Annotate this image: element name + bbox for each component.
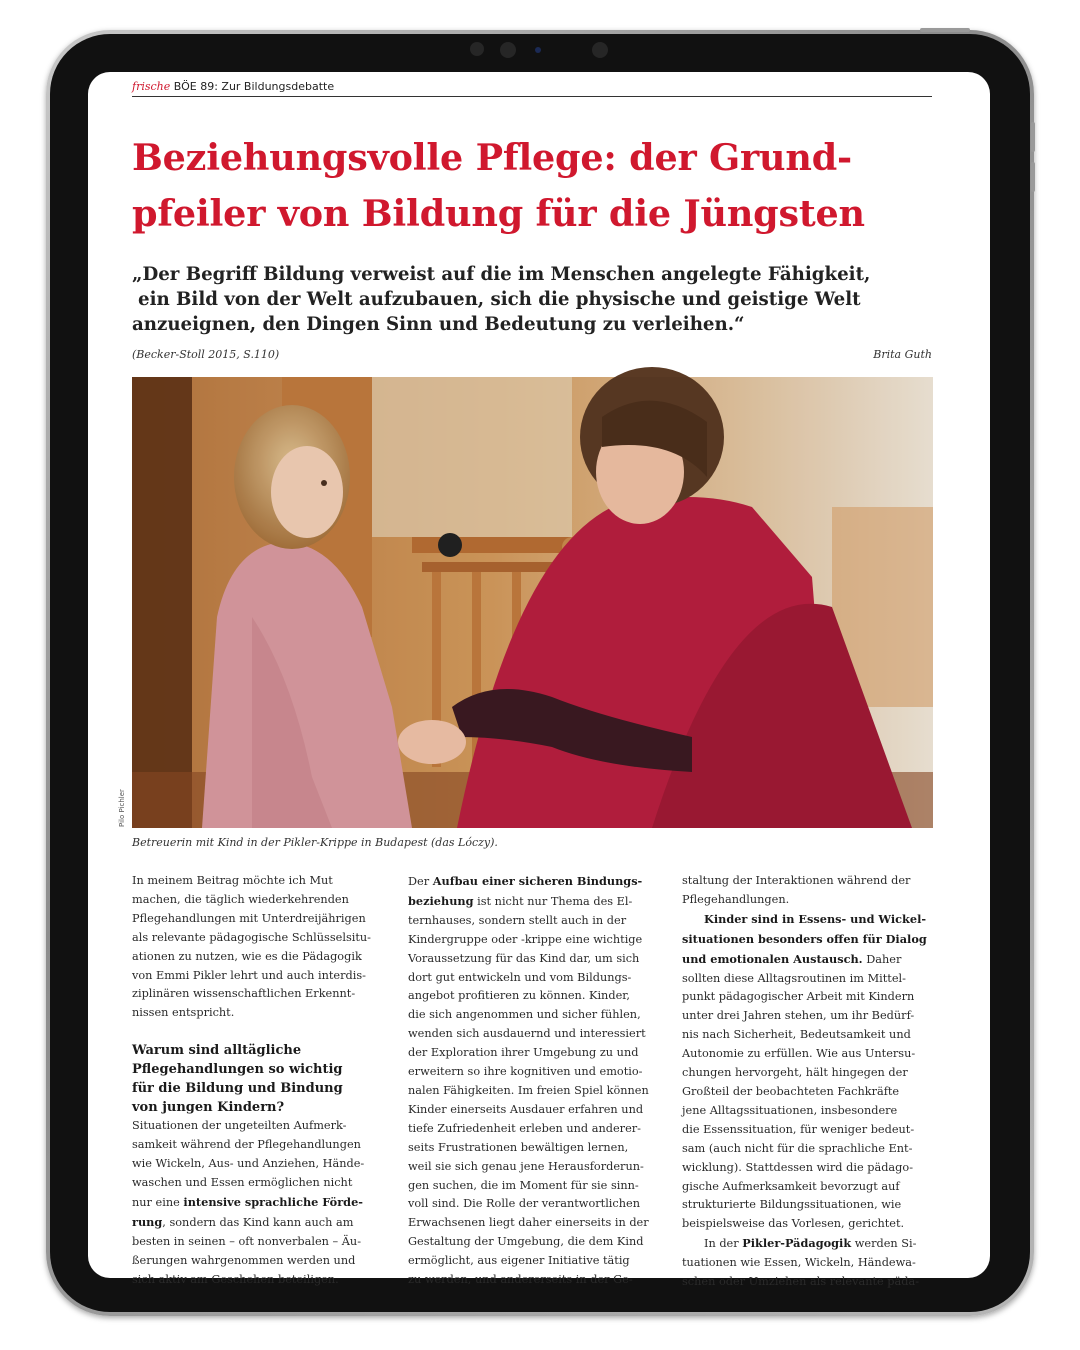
text-line: tiefe Zufriedenheit erleben und anderer- (408, 1121, 641, 1135)
volume-down-button[interactable] (1031, 162, 1035, 192)
bold-text: intensive sprachliche Förde- (183, 1194, 363, 1209)
text-line: ermöglicht, aus eigener Initiative tätig (408, 1254, 630, 1268)
text-run: ist nicht nur Thema des El- (473, 894, 633, 908)
text-line: In meinem Beitrag möchte ich Mut (132, 874, 333, 887)
text-line: Situationen der ungeteilten Aufmerk- (132, 1119, 347, 1133)
text-line: ationen zu nutzen, wie es die Pädagogik (132, 949, 362, 963)
text-line: sich aktiv am Geschehen beteiligen. (132, 1272, 339, 1286)
text-line: Großteil der beobachteten Fachkräfte (682, 1084, 900, 1098)
text-line: Pflegehandlungen. (682, 892, 790, 906)
text-line: nalen Fähigkeiten. Im freien Spiel können (408, 1083, 649, 1097)
text-line (408, 892, 660, 912)
text-line: unter drei Jahren stehen, um ihr Bedürf- (682, 1009, 915, 1023)
photo-caption: Betreuerin mit Kind in der Pikler-Krippe in Budapest (das Lóczy). (132, 836, 498, 849)
title-line: pfeiler von Bildung für die Jüngsten (132, 192, 865, 235)
text-line: ziplinären wissenschaftlichen Erkennt- (132, 987, 356, 1001)
running-header (132, 80, 932, 97)
title-line: Beziehungsvolle Pflege: der Grund- (132, 136, 852, 179)
text-line: ternhauses, sondern stellt auch in der (408, 913, 627, 927)
text-column-3 (682, 872, 934, 1292)
text-line: samkeit während der Pflegehandlungen (132, 1138, 361, 1152)
text-run: werden Si- (851, 1237, 917, 1251)
camera-lens-icon (500, 42, 516, 58)
text-column-1 (132, 872, 384, 1289)
text-line: wenden sich ausdauernd und interessiert (408, 1027, 646, 1041)
text-line: von Emmi Pikler lehrt und auch interdis- (132, 968, 366, 982)
text-line: sam (auch nicht für die sprachliche Ent- (682, 1141, 913, 1155)
paragraph (408, 872, 660, 1290)
text-line: besten in seinen – oft nonverbalen – Äu- (132, 1234, 362, 1248)
text-line (682, 950, 934, 970)
text-line: gische Aufmerksamkeit bevorzugt auf (682, 1179, 900, 1193)
text-line: waschen und Essen ermöglichen nicht (132, 1175, 353, 1189)
subheading-line: für die Bildung und Bindung (132, 1081, 343, 1097)
bold-text: situationen besonders offen für Dialog (682, 931, 927, 946)
text-line: dort gut entwickeln und vom Bildungs- (408, 970, 632, 984)
paragraph (682, 910, 934, 1234)
photo-illustration (132, 377, 933, 828)
text-line: zu werden, und andererseits in der Ge- (408, 1273, 633, 1287)
article-author: Brita Guth (873, 348, 932, 361)
subheading-line: Warum sind alltägliche (132, 1043, 302, 1059)
article-title (132, 130, 952, 242)
bold-text: beziehung (408, 893, 474, 908)
text-line: chungen hervorgeht, hält hingegen der (682, 1066, 908, 1080)
text-line: wicklung). Stattdessen wird die pädago- (682, 1160, 914, 1174)
bold-text: Pikler-Pädagogik (742, 1236, 852, 1251)
text-line: wie Wickeln, Aus- und Anziehen, Hände- (132, 1157, 365, 1171)
text-line (682, 1234, 934, 1254)
text-line: seits Frustrationen bewältigen lernen, (408, 1140, 629, 1154)
subheading-line: Pflegehandlungen so wichtig (132, 1062, 343, 1078)
text-line (132, 1193, 384, 1213)
camera-sensor-icon (535, 47, 541, 53)
text-line: Autonomie zu erfüllen. Wie aus Untersu- (682, 1047, 916, 1061)
text-line: die sich angenommen und sicher fühlen, (408, 1008, 641, 1022)
volume-up-button[interactable] (1031, 122, 1035, 152)
subheading-line: von jungen Kindern? (132, 1100, 285, 1116)
section-subheading (132, 1041, 384, 1117)
issue-label: BÖE 89: Zur Bildungsdebatte (173, 80, 335, 93)
text-line: angebot profitieren zu können. Kinder, (408, 989, 631, 1003)
article-photo (132, 377, 933, 828)
text-line: staltung der Interaktionen während der (682, 874, 911, 887)
text-line: schen oder Umziehen als relevante päda- (682, 1275, 920, 1289)
text-line: machen, die täglich wiederkehrenden (132, 892, 349, 906)
text-line: Kindergruppe oder -krippe eine wichtige (408, 932, 643, 946)
magazine-brand: frische (132, 80, 171, 93)
text-line: Erwachsenen liegt daher einerseits in der (408, 1216, 649, 1230)
paragraph (132, 872, 384, 1023)
text-line: Pflegehandlungen mit Unterdreijährigen (132, 911, 366, 925)
bold-text: Aufbau einer sicheren Bindungs- (432, 874, 643, 888)
text-line: Kinder einerseits Ausdauer erfahren und (408, 1102, 644, 1116)
lead-quote (132, 262, 942, 337)
bold-text: rung (132, 1214, 163, 1229)
text-line: als relevante pädagogische Schlüsselsitu- (132, 930, 371, 944)
text-line: sollten diese Alltagsroutinen im Mittel- (682, 971, 906, 985)
text-run: nur eine (132, 1195, 184, 1209)
bold-text: Kinder sind in Essens- und Wickel- (704, 911, 927, 926)
text-line (682, 910, 934, 930)
text-line: nis nach Sicherheit, Bedeutsamkeit und (682, 1028, 911, 1042)
quote-line: ein Bild von der Welt aufzubauen, sich die physische und geistige Welt (138, 289, 861, 310)
camera-lens-icon (592, 42, 608, 58)
text-line: jene Alltagssituationen, insbesondere (682, 1103, 898, 1117)
quote-line: „Der Begriff Bildung verweist auf die im Menschen angelegte Fähigkeit, (132, 264, 871, 285)
text-line: Voraussetzung für das Kind dar, um sich (408, 951, 640, 965)
text-line (682, 930, 934, 950)
quote-citation: (Becker-Stoll 2015, S.110) (132, 348, 280, 361)
text-run: In der (704, 1237, 743, 1251)
text-line: voll sind. Die Rolle der verantwortlichen (408, 1197, 640, 1211)
text-line: die Essenssituation, für weniger bedeut- (682, 1122, 915, 1136)
text-line: erweitern so ihre kognitiven und emotio- (408, 1065, 643, 1079)
text-line: weil sie sich genau jene Herausforderun- (408, 1159, 644, 1173)
camera-lens-icon (470, 42, 484, 56)
text-line: nissen entspricht. (132, 1006, 235, 1020)
text-line (132, 1213, 384, 1233)
text-run: , sondern das Kind kann auch am (162, 1215, 354, 1229)
text-column-2 (408, 872, 660, 1290)
text-line: tuationen wie Essen, Wickeln, Händewa- (682, 1256, 916, 1270)
text-run: Daher (862, 952, 902, 966)
text-line: Gestaltung der Umgebung, die dem Kind (408, 1235, 644, 1249)
paragraph (132, 1117, 384, 1289)
text-line: beispielsweise das Vorlesen, gerichtet. (682, 1217, 905, 1231)
text-line: gen suchen, die im Moment für sie sinn- (408, 1178, 639, 1192)
text-line: ßerungen wahrgenommen werden und (132, 1253, 356, 1267)
paragraph (682, 1234, 934, 1292)
text-line: strukturierte Bildungssituationen, wie (682, 1198, 902, 1212)
quote-line: anzueignen, den Dingen Sinn und Bedeutung zu verleihen.“ (132, 314, 745, 335)
text-run: Der (408, 875, 433, 888)
photo-credit: Pilo Pichler (118, 789, 126, 827)
text-line: punkt pädagogischer Arbeit mit Kindern (682, 990, 915, 1004)
tablet-screen[interactable] (88, 72, 990, 1289)
power-button[interactable] (920, 28, 970, 32)
text-line (408, 872, 660, 892)
bold-text: und emotionalen Austausch. (682, 951, 863, 966)
text-line: der Exploration ihrer Umgebung zu und (408, 1046, 639, 1060)
paragraph (682, 872, 934, 910)
